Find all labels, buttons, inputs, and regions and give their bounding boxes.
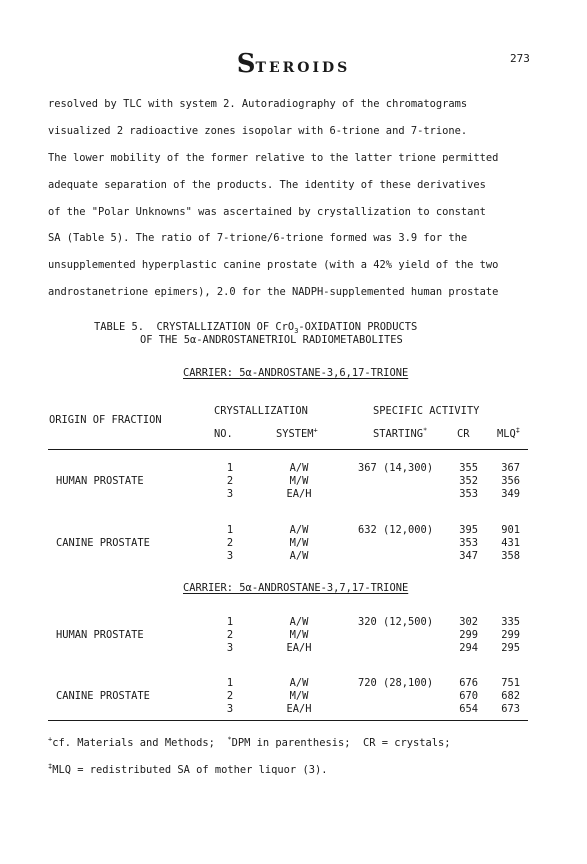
table-bottom-rule — [48, 720, 528, 721]
starting-value: 720 (28,100) — [358, 677, 434, 689]
footnote-mark: + — [313, 426, 318, 435]
row-no: 3 — [226, 703, 234, 715]
header-starting — [373, 428, 427, 440]
row-system: EA/H — [286, 642, 312, 654]
row-cr: 347 — [459, 550, 478, 562]
footnote-mark: ‡ — [515, 426, 520, 435]
row-no: 2 — [226, 629, 234, 641]
row-mlq: 673 — [501, 703, 520, 715]
row-system: A/W — [289, 550, 309, 562]
header-system — [276, 428, 318, 440]
table-caption — [94, 321, 417, 334]
row-no: 3 — [226, 488, 234, 500]
origin-label: HUMAN PROSTATE — [56, 475, 144, 487]
row-cr: 395 — [459, 524, 478, 536]
row-cr: 299 — [459, 629, 478, 641]
body-line: unsupplemented hyperplastic canine prostate (with a 42% yield of the two — [48, 259, 499, 271]
row-mlq: 299 — [501, 629, 520, 641]
row-mlq: 751 — [501, 677, 520, 689]
caption-text: TABLE 5. CRYSTALLIZATION OF CrO — [94, 321, 295, 333]
row-mlq: 901 — [501, 524, 520, 536]
row-cr: 294 — [459, 642, 478, 654]
row-mlq: 367 — [501, 462, 520, 474]
row-mlq: 356 — [501, 475, 520, 487]
row-no: 1 — [226, 524, 234, 536]
carrier-heading: CARRIER: 5α-ANDROSTANE-3,7,17-TRIONE — [183, 582, 409, 594]
row-cr: 352 — [459, 475, 478, 487]
starting-value: 632 (12,000) — [358, 524, 434, 536]
header-origin: ORIGIN OF FRACTION — [49, 414, 162, 426]
row-mlq: 335 — [501, 616, 520, 628]
row-mlq: 295 — [501, 642, 520, 654]
footnote-text: MLQ = redistributed SA of mother liquor (3). — [52, 764, 328, 776]
row-cr: 302 — [459, 616, 478, 628]
footnote-mark: * — [227, 735, 232, 744]
header-specific-activity: SPECIFIC ACTIVITY — [373, 405, 480, 417]
row-cr: 670 — [459, 690, 478, 702]
row-system: M/W — [289, 475, 309, 487]
row-no: 2 — [226, 475, 234, 487]
header-cr: CR — [457, 428, 470, 440]
row-system: A/W — [289, 616, 309, 628]
caption-subscript: 3 — [294, 327, 299, 336]
journal-title — [0, 49, 587, 79]
row-system: EA/H — [286, 703, 312, 715]
row-system: M/W — [289, 537, 309, 549]
row-system: M/W — [289, 690, 309, 702]
row-cr: 353 — [459, 537, 478, 549]
row-no: 1 — [226, 462, 234, 474]
header-crystallization: CRYSTALLIZATION — [214, 405, 308, 417]
header-starting-label: STARTING — [373, 428, 424, 440]
body-line: adequate separation of the products. The identity of these derivatives — [48, 179, 486, 191]
footnote-line — [48, 737, 451, 749]
row-cr: 355 — [459, 462, 478, 474]
table-header-rule — [48, 449, 528, 450]
footnote-text: DPM in parenthesis; CR = crystals; — [231, 737, 451, 749]
page-number: 273 — [510, 52, 530, 65]
body-line: resolved by TLC with system 2. Autoradiography of the chromatograms — [48, 98, 468, 110]
header-system-label: SYSTEM — [276, 428, 314, 440]
starting-value: 367 (14,300) — [358, 462, 434, 474]
row-cr: 676 — [459, 677, 478, 689]
row-cr: 353 — [459, 488, 478, 500]
header-mlq-label: MLQ — [497, 428, 516, 440]
row-system: EA/H — [286, 488, 312, 500]
row-system: A/W — [289, 524, 309, 536]
body-line: SA (Table 5). The ratio of 7-trione/6-trione formed was 3.9 for the — [48, 232, 468, 244]
row-no: 3 — [226, 642, 234, 654]
body-line: of the "Polar Unknowns" was ascertained by crystallization to constant — [48, 206, 486, 218]
body-line: The lower mobility of the former relative to the latter trione permitted — [48, 152, 499, 164]
row-mlq: 349 — [501, 488, 520, 500]
journal-title-rest: TEROIDS — [255, 60, 351, 76]
row-no: 3 — [226, 550, 234, 562]
table-caption-line2: OF THE 5α-ANDROSTANETRIOL RADIOMETABOLITES — [140, 334, 403, 346]
row-no: 2 — [226, 690, 234, 702]
row-mlq: 358 — [501, 550, 520, 562]
origin-label: HUMAN PROSTATE — [56, 629, 144, 641]
starting-value: 320 (12,500) — [358, 616, 434, 628]
footnote-mark: ‡ — [48, 762, 53, 771]
body-line: visualized 2 radioactive zones isopolar with 6-trione and 7-trione. — [48, 125, 468, 137]
row-system: A/W — [289, 462, 309, 474]
row-no: 1 — [226, 616, 234, 628]
header-mlq — [497, 428, 520, 440]
row-no: 1 — [226, 677, 234, 689]
header-no: NO. — [214, 428, 233, 440]
journal-title-initial: S — [236, 49, 256, 79]
footnote-mark: * — [423, 426, 428, 435]
row-system: M/W — [289, 629, 309, 641]
body-line: androstanetrione epimers), 2.0 for the NADPH-supplemented human prostate — [48, 286, 499, 298]
row-mlq: 682 — [501, 690, 520, 702]
row-system: A/W — [289, 677, 309, 689]
origin-label: CANINE PROSTATE — [56, 690, 150, 702]
row-mlq: 431 — [501, 537, 520, 549]
origin-label: CANINE PROSTATE — [56, 537, 150, 549]
footnote-text: cf. Materials and Methods; — [52, 737, 228, 749]
carrier-heading: CARRIER: 5α-ANDROSTANE-3,6,17-TRIONE — [183, 367, 409, 379]
footnote-mark: + — [48, 735, 53, 744]
caption-text: -OXIDATION PRODUCTS — [298, 321, 418, 333]
row-no: 2 — [226, 537, 234, 549]
row-cr: 654 — [459, 703, 478, 715]
footnote-line — [48, 764, 327, 776]
